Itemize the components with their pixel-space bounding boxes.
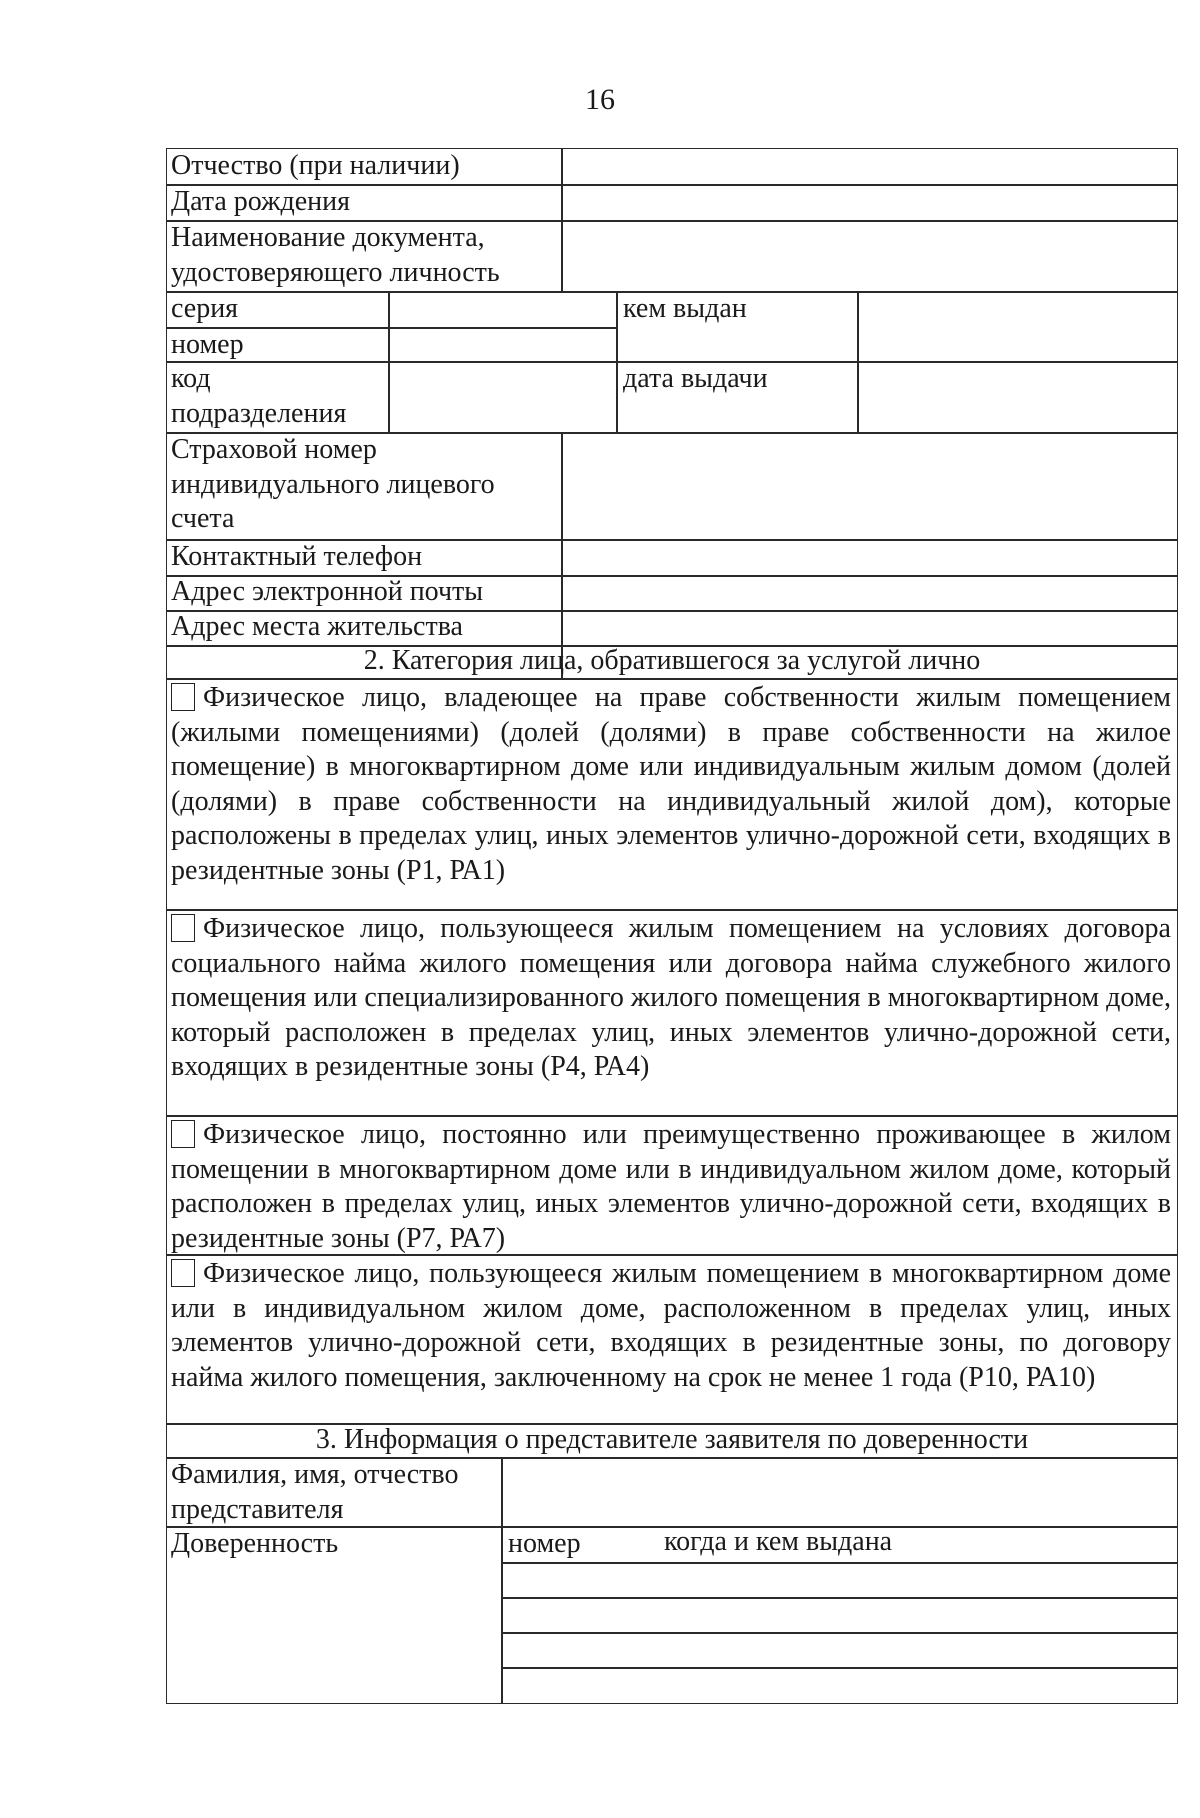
application-form xyxy=(166,148,1178,1704)
issue-date-label: дата выдачи xyxy=(623,363,768,394)
section-3-title: 3. Информация о представителе заявителя по доверенности xyxy=(315,1424,1029,1455)
snils-label: Страховой номер индивидуального лицевого счета xyxy=(171,434,495,534)
division-code-label: код подразделения xyxy=(171,363,347,429)
birth-date-label: Дата рождения xyxy=(171,186,350,217)
checkbox-icon[interactable] xyxy=(171,1259,195,1287)
id-document-label: Наименование документа, удостоверяющего личность xyxy=(171,222,500,288)
power-of-attorney-label: Доверенность xyxy=(171,1528,339,1559)
checkbox-icon[interactable] xyxy=(171,1120,195,1148)
address-label: Адрес места жительства xyxy=(171,611,463,642)
category-option-3[interactable]: Физическое лицо, постоянно или преимущественно проживающее в жилом помещении в многоквартирном доме или в индивидуальном жилом доме, который расположен в пределах улиц, иных элементов улично-дорожной сети, входящих в резидентные зоны (Р7, РА7) xyxy=(171,1119,1171,1254)
section-2-title: 2. Категория лица, обратившегося за услугой лично xyxy=(363,645,981,676)
issued-by-label: кем выдан xyxy=(623,293,747,324)
number-label: номер xyxy=(171,329,244,360)
checkbox-icon[interactable] xyxy=(171,914,195,942)
email-label: Адрес электронной почты xyxy=(171,576,484,607)
category-option-4[interactable]: Физическое лицо, пользующееся жилым помещением в многоквартирном доме или в индивидуальном жилом доме, расположенном в пределах улиц, иных элементов улично-дорожной сети, входящих в резидентные зоны, по договору найма жилого помещения, заключенному на срок не менее 1 года (Р10, РА10) xyxy=(171,1258,1171,1393)
category-option-1[interactable]: Физическое лицо, владеющее на праве собственности жилым помещением (жилыми помещениями) (долей (долями) в праве собственности на жилое помещение) в многоквартирном доме или индивидуальным жилым домом (долей (долями) в праве собственности на индивидуальный жилой дом), которые расположены в пределах улиц, иных элементов улично-дорожной сети, входящих в резидентные зоны (Р1, РА1) xyxy=(171,682,1171,886)
poa-issued-label: когда и кем выдана xyxy=(664,1526,893,1557)
representative-name-label: Фамилия, имя, отчество представителя xyxy=(171,1459,459,1525)
phone-label: Контактный телефон xyxy=(171,541,423,572)
checkbox-icon[interactable] xyxy=(171,683,195,711)
category-option-2[interactable]: Физическое лицо, пользующееся жилым помещением на условиях договора социального найма жилого помещения или договора найма служебного жилого помещения или специализированного жилого помещения в многоквартирном доме, который расположен в пределах улиц, иных элементов улично-дорожной сети, входящих в резидентные зоны (Р4, РА4) xyxy=(171,913,1171,1082)
patronymic-label: Отчество (при наличии) xyxy=(171,150,460,181)
poa-number-label: номер xyxy=(508,1528,581,1559)
page-number: 16 xyxy=(585,83,615,116)
series-label: серия xyxy=(171,293,239,324)
